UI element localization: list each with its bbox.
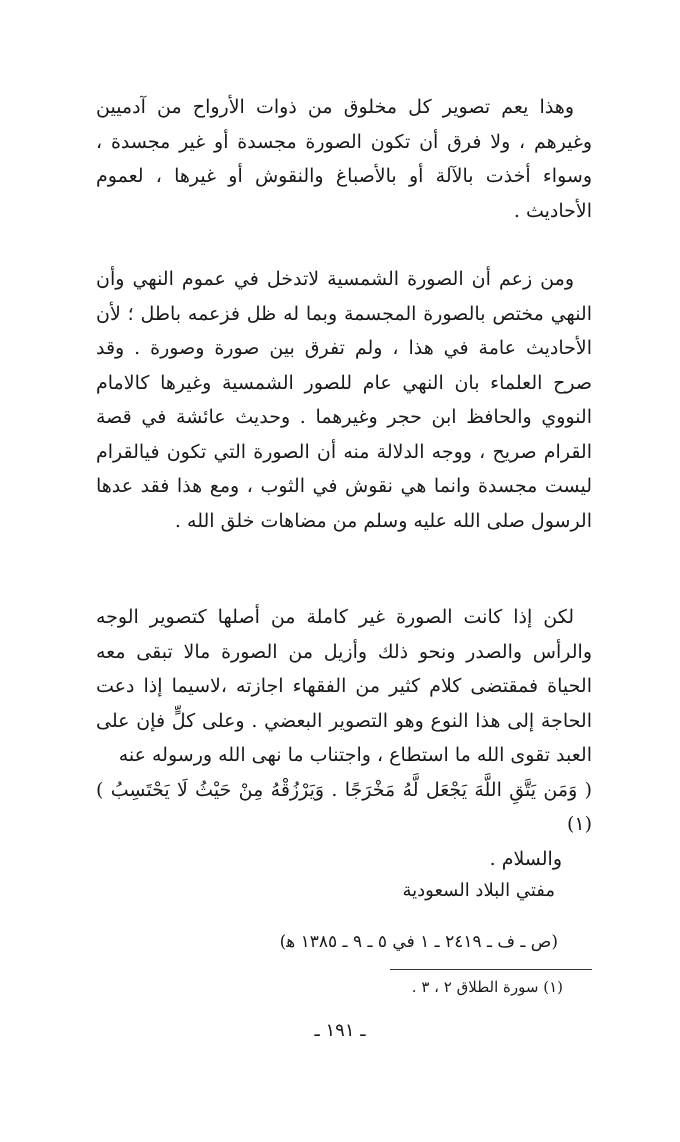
signature-title: مفتي البلاد السعودية [402,880,555,901]
paragraph-text: ومن زعم أن الصورة الشمسية لاتدخل في عموم النهي وأن النهي مختص بالصورة المجسمة وبما له ظل فزعمه باطل ؛ لأن الأحاديث عامة في هذا ، ولم تفرق بين صورة وصورة . وقد صرح العلماء بان النهي عام للصور الشمسية وغيرها كالامام النووي والحافظ ابن حجر وغيرهما . وحديث عائشة في قصة القرام صريح ، ووجه الدلالة منه أن الصورة التي تكون فيالقرام ليست مجسدة وانما هي نقوش في الثوب ، ومع هذا فقد عدها الرسول صلى الله عليه وسلم من مضاهات خلق الله . [96,268,592,532]
body-paragraph-1 [96,90,592,228]
page-number: ـ ١٩١ ـ [314,1020,366,1041]
closing-salutation: والسلام . [489,847,562,870]
quran-verse: ( وَمَن يَتَّقِ اللَّهَ يَجْعَل لَّهُ مَخْرَجًا . وَيَرْزُقْهُ مِنْ حَيْثُ لَا يَحْتَسِبُ ) (١) [96,778,592,835]
paragraph-text [96,600,592,876]
footnote-divider [390,969,592,970]
paragraph-text: وهذا يعم تصوير كل مخلوق من ذوات الأرواح من آدميين وغيرهم ، ولا فرق أن تكون الصورة مجسدة أو غير مجسدة ، وسواء أخذت بالآلة أو بالأصباغ والنقوش أو غيرها ، لعموم الأحاديث . [96,96,592,222]
body-paragraph-2 [96,262,592,538]
body-paragraph-3 [96,600,592,876]
paragraph-main-text: لكن إذا كانت الصورة غير كاملة من أصلها كتصوير الوجه والرأس والصدر ونحو ذلك وأزيل من الصورة مالا تبقى معه الحياة فمقتضى كلام كثير من الفقهاء اجازته ،لاسيما إذا دعت الحاجة إلى هذا النوع وهو التصوير البعضي . وعلى كلٍّ فإن على العبد تقوى الله ما استطاع ، واجتناب ما نهى الله ورسوله عنه [96,606,592,766]
footnote: (١) سورة الطلاق ٢ ، ٣ . [411,978,563,996]
document-reference: (ص ـ ف ـ ٢٤١٩ ـ ١ في ٥ ـ ٩ ـ ١٣٨٥ ﻫ) [279,932,558,952]
